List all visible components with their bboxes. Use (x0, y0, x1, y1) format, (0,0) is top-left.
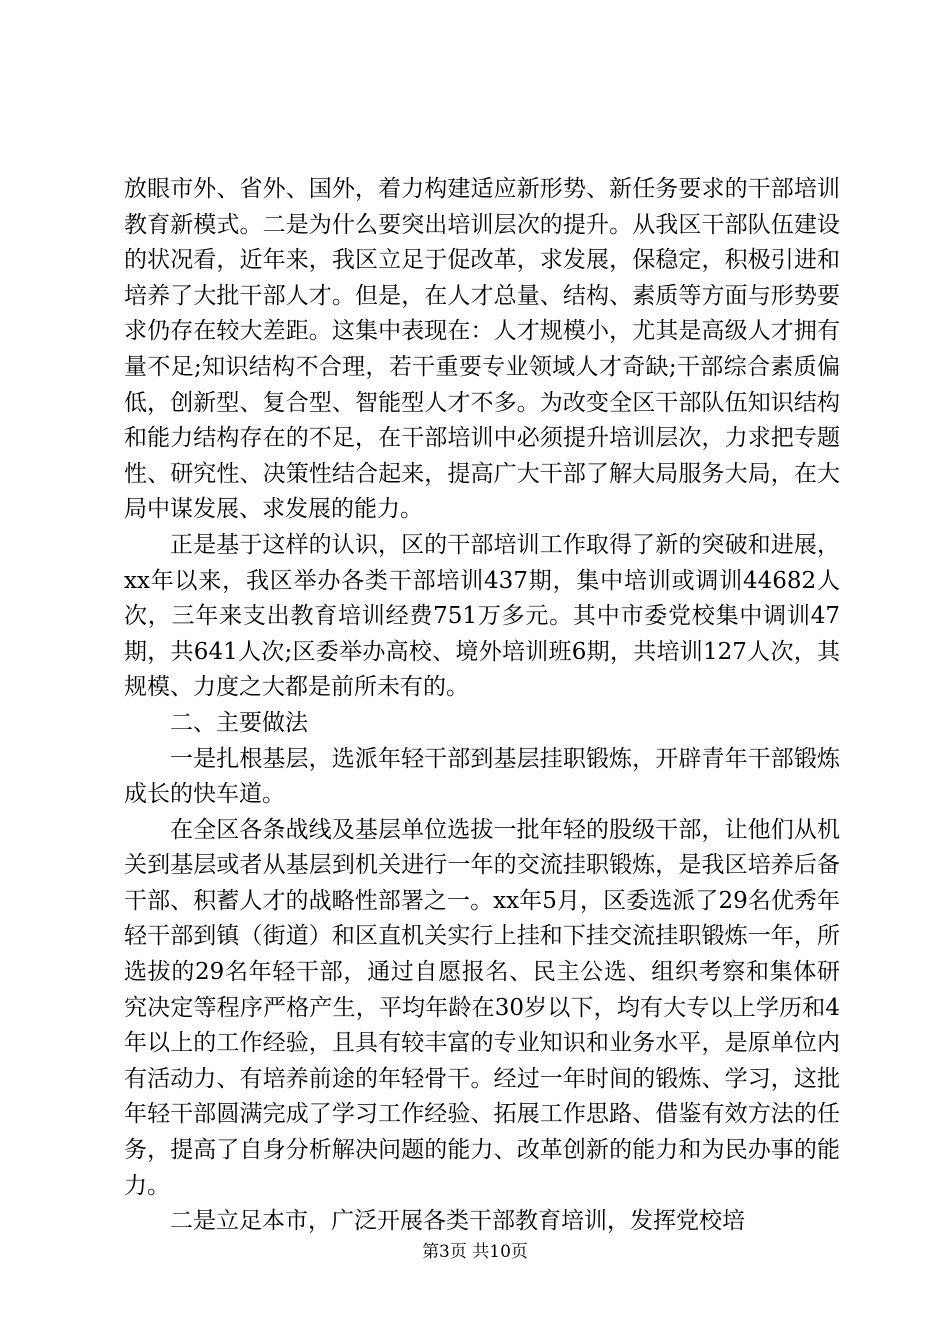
document-body (124, 172, 840, 1240)
paragraph-2: 正是基于这样的认识，区的干部培训工作取得了新的突破和进展，xx年以来，我区举办各类干部培训437期，集中培训或调训44682人次，三年来支出教育培训经费751万多元。其中市委党校集中调训47期，共641人次;区委举办高校、境外培训班6期，共培训127人次，其规模、力度之大都是前所未有的。 (124, 531, 840, 701)
page-number-footer: 第3页 共10页 (422, 1242, 528, 1262)
paragraph-1: 放眼市外、省外、国外，着力构建适应新形势、新任务要求的干部培训教育新模式。二是为什么要突出培训层次的提升。从我区干部队伍建设的状况看，近年来，我区立足于促改革，求发展，保稳定，积极引进和培养了大批干部人才。但是，在人才总量、结构、素质等方面与形势要求仍存在较大差距。这集中表现在：人才规模小，尤其是高级人才拥有量不足;知识结构不合理，若干重要专业领域人才奇缺;干部综合素质偏低，创新型、复合型、智能型人才不多。为改变全区干部队伍知识结构和能力结构存在的不足，在干部培训中必须提升培训层次，力求把专题性、研究性、决策性结合起来，提高广大干部了解大局服务大局，在大局中谋发展、求发展的能力。 (124, 176, 840, 523)
paragraph-5: 在全区各条战线及基层单位选拔一批年轻的股级干部，让他们从机关到基层或者从基层到机关进行一年的交流挂职锻炼，是我区培养后备干部、积蓄人才的战略性部署之一。xx年5月，区委选派了29名优秀年轻干部到镇（街道）和区直机关实行上挂和下挂交流挂职锻炼一年，所选拔的29名年轻干部，通过自愿报名、民主公选、组织考察和集体研究决定等程序严格产生，平均年龄在30岁以下，均有大专以上学历和4年以上的工作经验，且具有较丰富的专业知识和业务水平，是原单位内有活动力、有培养前途的年轻骨干。经过一年时间的锻炼、学习，这批年轻干部圆满完成了学习工作经验、拓展工作思路、借鉴有效方法的任务，提高了自身分析解决问题的能力、改革创新的能力和为民办事的能力。 (124, 816, 840, 1199)
paragraph-4: 一是扎根基层，选派年轻干部到基层挂职锻炼，开辟青年干部锻炼成长的快车道。 (124, 745, 840, 808)
paragraph-6: 二是立足本市，广泛开展各类干部教育培训，发挥党校培 (170, 1208, 745, 1235)
section-heading: 二、主要做法 (170, 709, 308, 736)
